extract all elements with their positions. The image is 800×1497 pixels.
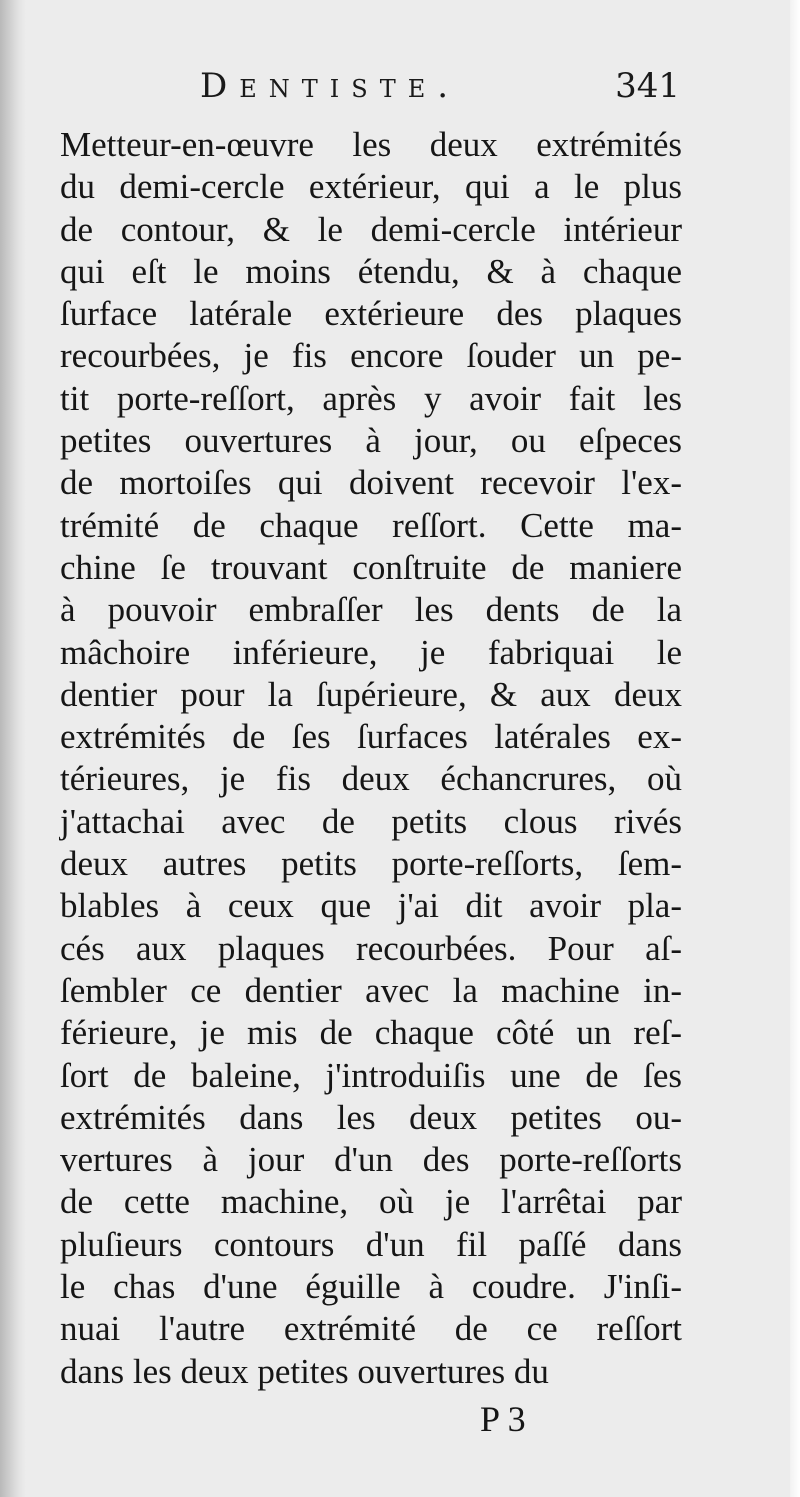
- running-title: Dentiste.: [200, 66, 461, 106]
- text-line: pluſieurs contours d'un fil paſſé dans: [60, 1224, 682, 1264]
- signature-mark: P 3: [480, 1399, 526, 1439]
- text-line: nuai l'autre extrémité de ce reſſort: [60, 1309, 682, 1349]
- text-line: à pouvoir embraſſer les dents de la: [60, 590, 682, 630]
- text-line: ſort de baleine, j'introduiſis une de ſes: [60, 1055, 682, 1095]
- body-text: [60, 124, 682, 1393]
- text-line: blables à ceux que j'ai dit avoir pla-: [60, 886, 682, 926]
- text-line: cés aux plaques recourbées. Pour aſ-: [60, 928, 682, 968]
- text-line: térieures, je fis deux échancrures, où: [60, 759, 682, 799]
- text-line: dentier pour la ſupérieure, & aux deux: [60, 674, 682, 714]
- text-line: férieure, je mis de chaque côté un reſ-: [60, 1013, 682, 1053]
- text-line: mâchoire inférieure, je fabriquai le: [60, 632, 682, 672]
- text-line: de contour, & le demi-cercle intérieur: [60, 209, 682, 249]
- page-header: [60, 66, 680, 116]
- text-line: vertures à jour d'un des porte-reſſorts: [60, 1140, 682, 1180]
- text-line: chine ſe trouvant conſtruite de maniere: [60, 547, 682, 587]
- text-line: petites ouvertures à jour, ou eſpeces: [60, 421, 682, 461]
- page-number: 341: [615, 66, 680, 106]
- text-line: Metteur-en-œuvre les deux extrémités: [60, 125, 682, 164]
- text-line: extrémités de ſes ſurfaces latérales ex-: [60, 717, 682, 757]
- text-line: ſurface latérale extérieure des plaques: [60, 294, 682, 334]
- page-edge: [790, 0, 800, 1497]
- text-line: ſembler ce dentier avec la machine in-: [60, 970, 682, 1010]
- text-line: deux autres petits porte-reſſorts, ſem-: [60, 844, 682, 884]
- gutter-shadow: [0, 0, 26, 1497]
- text-line: tit porte-reſſort, après y avoir fait les: [60, 378, 682, 418]
- text-line: du demi-cercle extérieur, qui a le plus: [60, 167, 682, 207]
- text-line: dans les deux petites ouvertures du: [60, 1351, 549, 1391]
- text-line: de mortoiſes qui doivent recevoir l'ex-: [60, 463, 682, 503]
- text-line: qui eſt le moins étendu, & à chaque: [60, 251, 682, 291]
- text-line: le chas d'une éguille à coudre. J'inſi-: [60, 1267, 682, 1307]
- text-line: de cette machine, où je l'arrêtai par: [60, 1182, 682, 1222]
- text-line: j'attachai avec de petits clous rivés: [60, 801, 682, 841]
- text-line: recourbées, je fis encore ſouder un pe-: [60, 336, 682, 376]
- text-line: trémité de chaque reſſort. Cette ma-: [60, 505, 682, 545]
- text-line: extrémités dans les deux petites ou-: [60, 1097, 682, 1137]
